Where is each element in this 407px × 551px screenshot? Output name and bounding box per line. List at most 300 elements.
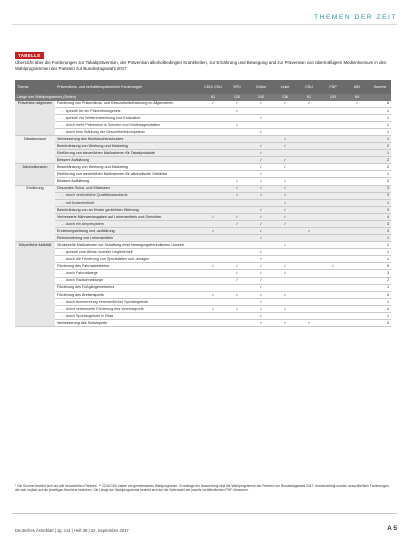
table-row xyxy=(15,235,391,242)
length-value: 240 xyxy=(249,94,273,101)
checkmark-cell xyxy=(273,128,297,135)
row-sum: 4 xyxy=(369,305,391,312)
row-demand-label: Förderung des Fahrradverkehrs xyxy=(55,263,201,270)
checkmark-cell: ✓ xyxy=(273,164,297,171)
checkmark-cell xyxy=(321,178,345,185)
checkmark-cell xyxy=(201,150,225,157)
checkmark-cell xyxy=(201,157,225,164)
checkmark-cell: ✓ xyxy=(225,192,249,199)
checkmark-cell xyxy=(297,164,321,171)
checkmark-cell xyxy=(321,270,345,277)
col-sum: Summe xyxy=(369,80,391,94)
checkmark-cell: ✓ xyxy=(201,227,225,234)
checkmark-cell: ✓ xyxy=(321,263,345,270)
row-sum: 4 xyxy=(369,213,391,220)
checkmark-cell xyxy=(297,135,321,142)
checkmark-cell xyxy=(225,235,249,242)
checkmark-cell xyxy=(345,107,369,114)
checkmark-cell xyxy=(321,157,345,164)
row-sum: 1 xyxy=(369,256,391,263)
row-demand-label: Verbesserte Nährwertangaben auf Lebensmitteln und Gerichten xyxy=(55,213,201,220)
checkmark-cell: ✓ xyxy=(225,305,249,312)
checkmark-cell xyxy=(321,206,345,213)
row-demand-label: … speziell für ein Präventionsgesetz xyxy=(55,107,201,114)
row-sum: 3 xyxy=(369,220,391,227)
checkmark-cell xyxy=(321,277,345,284)
checkmark-cell xyxy=(249,199,273,206)
checkmark-cell xyxy=(345,242,369,249)
checkmark-cell xyxy=(345,164,369,171)
checkmark-cell xyxy=(321,114,345,121)
checkmark-cell xyxy=(201,319,225,326)
section-header: THEMEN DER ZEIT xyxy=(314,14,397,21)
page-number: A 5 xyxy=(387,525,397,532)
checkmark-cell: ✓ xyxy=(249,235,273,242)
header-rule xyxy=(12,24,397,25)
row-sum: 2 xyxy=(369,164,391,171)
row-sum: 1 xyxy=(369,135,391,142)
checkmark-cell: ✓ xyxy=(345,101,369,108)
row-demand-label: Strukturelle Maßnahmen zur Schaffung einer bewegungsfreundlichen Umwelt xyxy=(55,242,201,249)
checkmark-cell: ✓ xyxy=(273,178,297,185)
checkmark-cell xyxy=(321,150,345,157)
checkmark-cell xyxy=(225,242,249,249)
checkmark-cell xyxy=(345,121,369,128)
table-row xyxy=(15,143,391,150)
checkmark-cell xyxy=(321,305,345,312)
length-value: 61 xyxy=(297,94,321,101)
checkmark-cell xyxy=(201,199,225,206)
row-group-label: Prävention allgemein xyxy=(15,101,55,136)
length-sum xyxy=(369,94,391,101)
checkmark-cell xyxy=(201,270,225,277)
checkmark-cell xyxy=(201,256,225,263)
checkmark-cell xyxy=(321,291,345,298)
checkmark-cell xyxy=(321,220,345,227)
checkmark-cell xyxy=(225,284,249,291)
checkmark-cell xyxy=(201,220,225,227)
table-row xyxy=(15,171,391,178)
table-header-row xyxy=(15,80,391,94)
row-demand-label: … durch mehr Prävention in Schulen und Kindertagesstätten xyxy=(55,121,201,128)
checkmark-cell: ✓ xyxy=(249,213,273,220)
checkmark-cell xyxy=(297,298,321,305)
row-sum: 2 xyxy=(369,206,391,213)
row-demand-label: Reformulierung von Lebensmitteln xyxy=(55,235,201,242)
row-sum: 3 xyxy=(369,270,391,277)
checkmark-cell xyxy=(297,157,321,164)
table-row xyxy=(15,256,391,263)
checkmark-cell xyxy=(345,213,369,220)
table-row xyxy=(15,319,391,326)
checkmark-cell xyxy=(321,227,345,234)
checkmark-cell xyxy=(345,263,369,270)
checkmark-cell: ✓ xyxy=(249,128,273,135)
checkmark-cell xyxy=(225,157,249,164)
checkmark-cell xyxy=(297,192,321,199)
row-demand-label: Beschränkung von an Kinder gerichteter Werbung xyxy=(55,206,201,213)
row-sum: 5 xyxy=(369,263,391,270)
checkmark-cell xyxy=(345,185,369,192)
checkmark-cell: ✓ xyxy=(249,164,273,171)
checkmark-cell: ✓ xyxy=(225,178,249,185)
checkmark-cell: ✓ xyxy=(225,185,249,192)
checkmark-cell xyxy=(321,101,345,108)
checkmark-cell xyxy=(321,121,345,128)
checkmark-cell xyxy=(225,319,249,326)
row-demand-label: … durch verbesserte Förderung des Vereinssports xyxy=(55,305,201,312)
checkmark-cell xyxy=(201,298,225,305)
checkmark-cell xyxy=(321,192,345,199)
table-row xyxy=(15,249,391,256)
checkmark-cell xyxy=(321,135,345,142)
checkmark-cell: ✓ xyxy=(249,312,273,319)
checkmark-cell xyxy=(297,235,321,242)
row-demand-label: Forderung von Präventions- und Gesundheitsförderung im Allgemeinen xyxy=(55,101,201,108)
row-sum: 1 xyxy=(369,121,391,128)
checkmark-cell xyxy=(345,270,369,277)
checkmark-cell xyxy=(249,107,273,114)
table-row xyxy=(15,263,391,270)
checkmark-cell xyxy=(321,249,345,256)
row-demand-label: … durch ein Ampelsystem xyxy=(55,220,201,227)
checkmark-cell xyxy=(297,143,321,150)
row-group-label: Tabakkonsum xyxy=(15,135,55,163)
row-sum: 1 xyxy=(369,242,391,249)
checkmark-cell: ✓ xyxy=(273,220,297,227)
table-row xyxy=(15,242,391,249)
checkmark-cell: ✓ xyxy=(297,319,321,326)
col-party: CSU xyxy=(297,80,321,94)
checkmark-cell xyxy=(201,164,225,171)
checkmark-cell xyxy=(201,114,225,121)
row-demand-label: Einführung von steuerlichen Maßnahmen für alkoholische Getränke xyxy=(55,171,201,178)
checkmark-cell: ✓ xyxy=(273,157,297,164)
col-party: CDU/ CSU xyxy=(201,80,225,94)
checkmark-cell xyxy=(225,171,249,178)
checkmark-cell xyxy=(201,121,225,128)
checkmark-cell: ✓ xyxy=(225,291,249,298)
table-row xyxy=(15,298,391,305)
checkmark-cell: ✓ xyxy=(273,185,297,192)
checkmark-cell xyxy=(345,192,369,199)
checkmark-cell: ✓ xyxy=(225,277,249,284)
row-demand-label: … mit Kostenfreiheit xyxy=(55,199,201,206)
table-row xyxy=(15,291,391,298)
checkmark-cell xyxy=(201,249,225,256)
table-row xyxy=(15,199,391,206)
checkmark-cell: ✓ xyxy=(273,319,297,326)
checkmark-cell: ✓ xyxy=(249,256,273,263)
row-sum: 1 xyxy=(369,128,391,135)
col-party: Linke xyxy=(273,80,297,94)
checkmark-cell: ✓ xyxy=(273,291,297,298)
table-row xyxy=(15,157,391,164)
checkmark-cell xyxy=(321,298,345,305)
checkmark-cell xyxy=(297,242,321,249)
length-value: 153 xyxy=(321,94,345,101)
row-group-label: Ernährung xyxy=(15,185,55,242)
col-party: SPD xyxy=(225,80,249,94)
checkmark-cell xyxy=(225,312,249,319)
length-label: Länge des Wahlprogramms (Seiten) xyxy=(15,94,201,101)
checkmark-cell xyxy=(345,277,369,284)
row-sum: 6 xyxy=(369,101,391,108)
row-sum: 3 xyxy=(369,319,391,326)
checkmark-cell: ✓ xyxy=(249,101,273,108)
row-sum: 1 xyxy=(369,199,391,206)
row-sum: 2 xyxy=(369,143,391,150)
checkmark-cell xyxy=(345,298,369,305)
row-demand-label: … durch Fahrradwege xyxy=(55,270,201,277)
checkmark-cell xyxy=(345,128,369,135)
checkmark-cell xyxy=(201,143,225,150)
checkmark-cell xyxy=(321,199,345,206)
checkmark-cell xyxy=(201,185,225,192)
checkmark-cell xyxy=(273,284,297,291)
checkmark-cell xyxy=(297,185,321,192)
checkmark-cell xyxy=(321,128,345,135)
checkmark-cell: ✓ xyxy=(273,305,297,312)
checkmark-cell xyxy=(321,319,345,326)
checkmark-cell xyxy=(297,128,321,135)
checkmark-cell xyxy=(297,171,321,178)
table-row xyxy=(15,206,391,213)
table-row xyxy=(15,128,391,135)
row-demand-label: Ernährungsbildung und -aufklärung xyxy=(55,227,201,234)
checkmark-cell: ✓ xyxy=(225,121,249,128)
table-row xyxy=(15,213,391,220)
checkmark-cell xyxy=(201,178,225,185)
checkmark-cell: ✓ xyxy=(225,263,249,270)
checkmark-cell xyxy=(345,171,369,178)
row-sum: 2 xyxy=(369,277,391,284)
checkmark-cell xyxy=(297,213,321,220)
checkmark-cell xyxy=(345,312,369,319)
checkmark-cell: ✓ xyxy=(249,277,273,284)
row-demand-label: … speziell zur Weiterentwicklung und Evaluation xyxy=(55,114,201,121)
checkmark-cell: ✓ xyxy=(249,143,273,150)
length-value: 120 xyxy=(225,94,249,101)
checkmark-cell: ✓ xyxy=(273,143,297,150)
checkmark-cell xyxy=(297,199,321,206)
row-sum: 3 xyxy=(369,185,391,192)
checkmark-cell xyxy=(297,107,321,114)
checkmark-cell xyxy=(225,143,249,150)
length-value: 84 xyxy=(345,94,369,101)
table-row xyxy=(15,220,391,227)
footer-rule xyxy=(12,513,397,514)
checkmark-cell xyxy=(225,128,249,135)
checkmark-cell: ✓ xyxy=(225,220,249,227)
table-caption: Übersicht über die Forderungen zur Tabakprävention, der Prävention alkoholbedingter Krankheiten, zur Ernährung und Bewegung und zur Prävention von übermäßigem Medienkonsum in den Wahlprogrammen der Parteien zur Bundestagswahl 2017 xyxy=(15,60,387,71)
checkmark-cell xyxy=(273,121,297,128)
checkmark-cell xyxy=(297,256,321,263)
col-party: FDP xyxy=(321,80,345,94)
checkmark-cell: ✓ xyxy=(201,101,225,108)
checkmark-cell xyxy=(297,150,321,157)
row-sum: 1 xyxy=(369,312,391,319)
checkmark-cell: ✓ xyxy=(273,135,297,142)
checkmark-cell xyxy=(249,135,273,142)
checkmark-cell xyxy=(321,213,345,220)
checkmark-cell xyxy=(345,114,369,121)
checkmark-cell xyxy=(249,121,273,128)
checkmark-cell xyxy=(225,206,249,213)
col-party: AfD xyxy=(345,80,369,94)
row-demand-label: Förderung des Breitensports xyxy=(55,291,201,298)
checkmark-cell: ✓ xyxy=(273,270,297,277)
row-sum: 4 xyxy=(369,291,391,298)
row-demand-label: … durch eine Stärkung der Gesundheitskompetenz xyxy=(55,128,201,135)
checkmark-cell xyxy=(273,277,297,284)
checkmark-cell xyxy=(225,298,249,305)
checkmark-cell: ✓ xyxy=(249,263,273,270)
row-sum: 3 xyxy=(369,192,391,199)
checkmark-cell xyxy=(345,291,369,298)
row-demand-label: … durch Sportangebote in Kitas xyxy=(55,312,201,319)
row-demand-label: Verbesserung des Nichtraucherschutzes xyxy=(55,135,201,142)
checkmark-cell xyxy=(321,143,345,150)
checkmark-cell xyxy=(273,114,297,121)
checkmark-cell xyxy=(297,312,321,319)
checkmark-cell xyxy=(225,114,249,121)
checkmark-cell xyxy=(345,157,369,164)
checkmark-cell xyxy=(345,178,369,185)
length-value: 81 xyxy=(201,94,225,101)
prevention-table xyxy=(15,80,391,327)
checkmark-cell: ✓ xyxy=(249,291,273,298)
checkmark-cell xyxy=(273,298,297,305)
row-demand-label: Gesundes Schul- und Kitaessen xyxy=(55,185,201,192)
checkmark-cell xyxy=(273,312,297,319)
checkmark-cell xyxy=(297,249,321,256)
checkmark-cell xyxy=(321,312,345,319)
checkmark-cell: ✓ xyxy=(249,220,273,227)
checkmark-cell xyxy=(321,107,345,114)
table-row xyxy=(15,121,391,128)
checkmark-cell xyxy=(297,291,321,298)
checkmark-cell: ✓ xyxy=(249,178,273,185)
table-row xyxy=(15,305,391,312)
length-row xyxy=(15,94,391,101)
row-demand-label: … durch verbindliche Qualitätsstandards xyxy=(55,192,201,199)
checkmark-cell xyxy=(345,143,369,150)
row-demand-label: Beschränkung von Werbung und Marketing xyxy=(55,143,201,150)
checkmark-cell xyxy=(201,128,225,135)
checkmark-cell: ✓ xyxy=(225,270,249,277)
checkmark-cell: ✓ xyxy=(249,192,273,199)
checkmark-cell: ✓ xyxy=(201,263,225,270)
row-sum: 1 xyxy=(369,150,391,157)
checkmark-cell xyxy=(297,121,321,128)
footnotes: * Die Summe bezieht sich auf alle betrachteten Parteien. ** CDU/CSU haben ein gemeinsames Wahlprogramm. Grundlage der Auswertung sind die Wahlprogramme der Parteien zur Bundestagswahl 2017; berücksichtigt wurden ausschließlich Forderungen, die sich explizit auf die jeweiligen Bereiche beziehen. Die Länge der Wahlprogramme bezieht sich auf die Seitenzahl der jeweils veröffentlichten PDF-Versionen. xyxy=(15,484,390,493)
row-sum: 1 xyxy=(369,249,391,256)
row-demand-label: … speziell zum Abbau sozialer Ungleichheit xyxy=(55,249,201,256)
checkmark-cell: ✓ xyxy=(201,291,225,298)
checkmark-cell: ✓ xyxy=(273,206,297,213)
table-body xyxy=(15,94,391,327)
checkmark-cell: ✓ xyxy=(225,213,249,220)
table-row xyxy=(15,227,391,234)
table-row xyxy=(15,192,391,199)
checkmark-cell: ✓ xyxy=(273,263,297,270)
row-sum: 1 xyxy=(369,284,391,291)
checkmark-cell xyxy=(297,277,321,284)
col-party: Grüne xyxy=(249,80,273,94)
table-row xyxy=(15,150,391,157)
checkmark-cell: ✓ xyxy=(249,319,273,326)
table-row xyxy=(15,114,391,121)
checkmark-cell: ✓ xyxy=(273,242,297,249)
checkmark-cell xyxy=(201,235,225,242)
checkmark-cell: ✓ xyxy=(273,199,297,206)
checkmark-cell: ✓ xyxy=(225,107,249,114)
checkmark-cell xyxy=(321,242,345,249)
table-row xyxy=(15,284,391,291)
checkmark-cell xyxy=(321,235,345,242)
checkmark-cell: ✓ xyxy=(249,185,273,192)
table-row xyxy=(15,270,391,277)
checkmark-cell xyxy=(345,220,369,227)
table-row xyxy=(15,164,391,171)
checkmark-cell: ✓ xyxy=(273,213,297,220)
checkmark-cell xyxy=(345,199,369,206)
checkmark-cell xyxy=(225,150,249,157)
checkmark-cell xyxy=(345,135,369,142)
table-row xyxy=(15,185,391,192)
col-theme: Thema xyxy=(15,80,55,94)
journal-citation: Deutsches Ärzteblatt | Jg. 114 | Heft 38 | 22. September 2017 xyxy=(15,528,129,533)
checkmark-cell xyxy=(273,249,297,256)
row-demand-label: Verbesserung des Schulsports xyxy=(55,319,201,326)
checkmark-cell: ✓ xyxy=(249,114,273,121)
checkmark-cell xyxy=(273,150,297,157)
checkmark-cell xyxy=(345,227,369,234)
row-sum: 1 xyxy=(369,114,391,121)
row-demand-label: Bessere Aufklärung xyxy=(55,178,201,185)
checkmark-cell xyxy=(297,114,321,121)
checkmark-cell xyxy=(321,185,345,192)
row-demand-label: … durch Radschnellwege xyxy=(55,277,201,284)
row-demand-label: Förderung des Fußgängerverkehrs xyxy=(55,284,201,291)
checkmark-cell: ✓ xyxy=(249,157,273,164)
row-group-label: Alkoholkonsum xyxy=(15,164,55,185)
checkmark-cell xyxy=(201,312,225,319)
row-demand-label: Beschränkung von Werbung und Marketing xyxy=(55,164,201,171)
table-row xyxy=(15,178,391,185)
table-row xyxy=(15,101,391,108)
checkmark-cell xyxy=(201,242,225,249)
checkmark-cell xyxy=(321,256,345,263)
checkmark-cell xyxy=(297,220,321,227)
row-sum: 2 xyxy=(369,157,391,164)
row-demand-label: Einführung von steuerlichen Maßnahmen für Tabakprodukte xyxy=(55,150,201,157)
checkmark-cell xyxy=(321,284,345,291)
checkmark-cell xyxy=(345,206,369,213)
checkmark-cell xyxy=(297,284,321,291)
checkmark-cell xyxy=(297,305,321,312)
table-row xyxy=(15,107,391,114)
checkmark-cell xyxy=(201,135,225,142)
checkmark-cell: ✓ xyxy=(249,227,273,234)
checkmark-cell xyxy=(273,107,297,114)
checkmark-cell: ✓ xyxy=(201,213,225,220)
table-row xyxy=(15,135,391,142)
checkmark-cell xyxy=(345,305,369,312)
checkmark-cell xyxy=(273,235,297,242)
row-sum: 1 xyxy=(369,171,391,178)
